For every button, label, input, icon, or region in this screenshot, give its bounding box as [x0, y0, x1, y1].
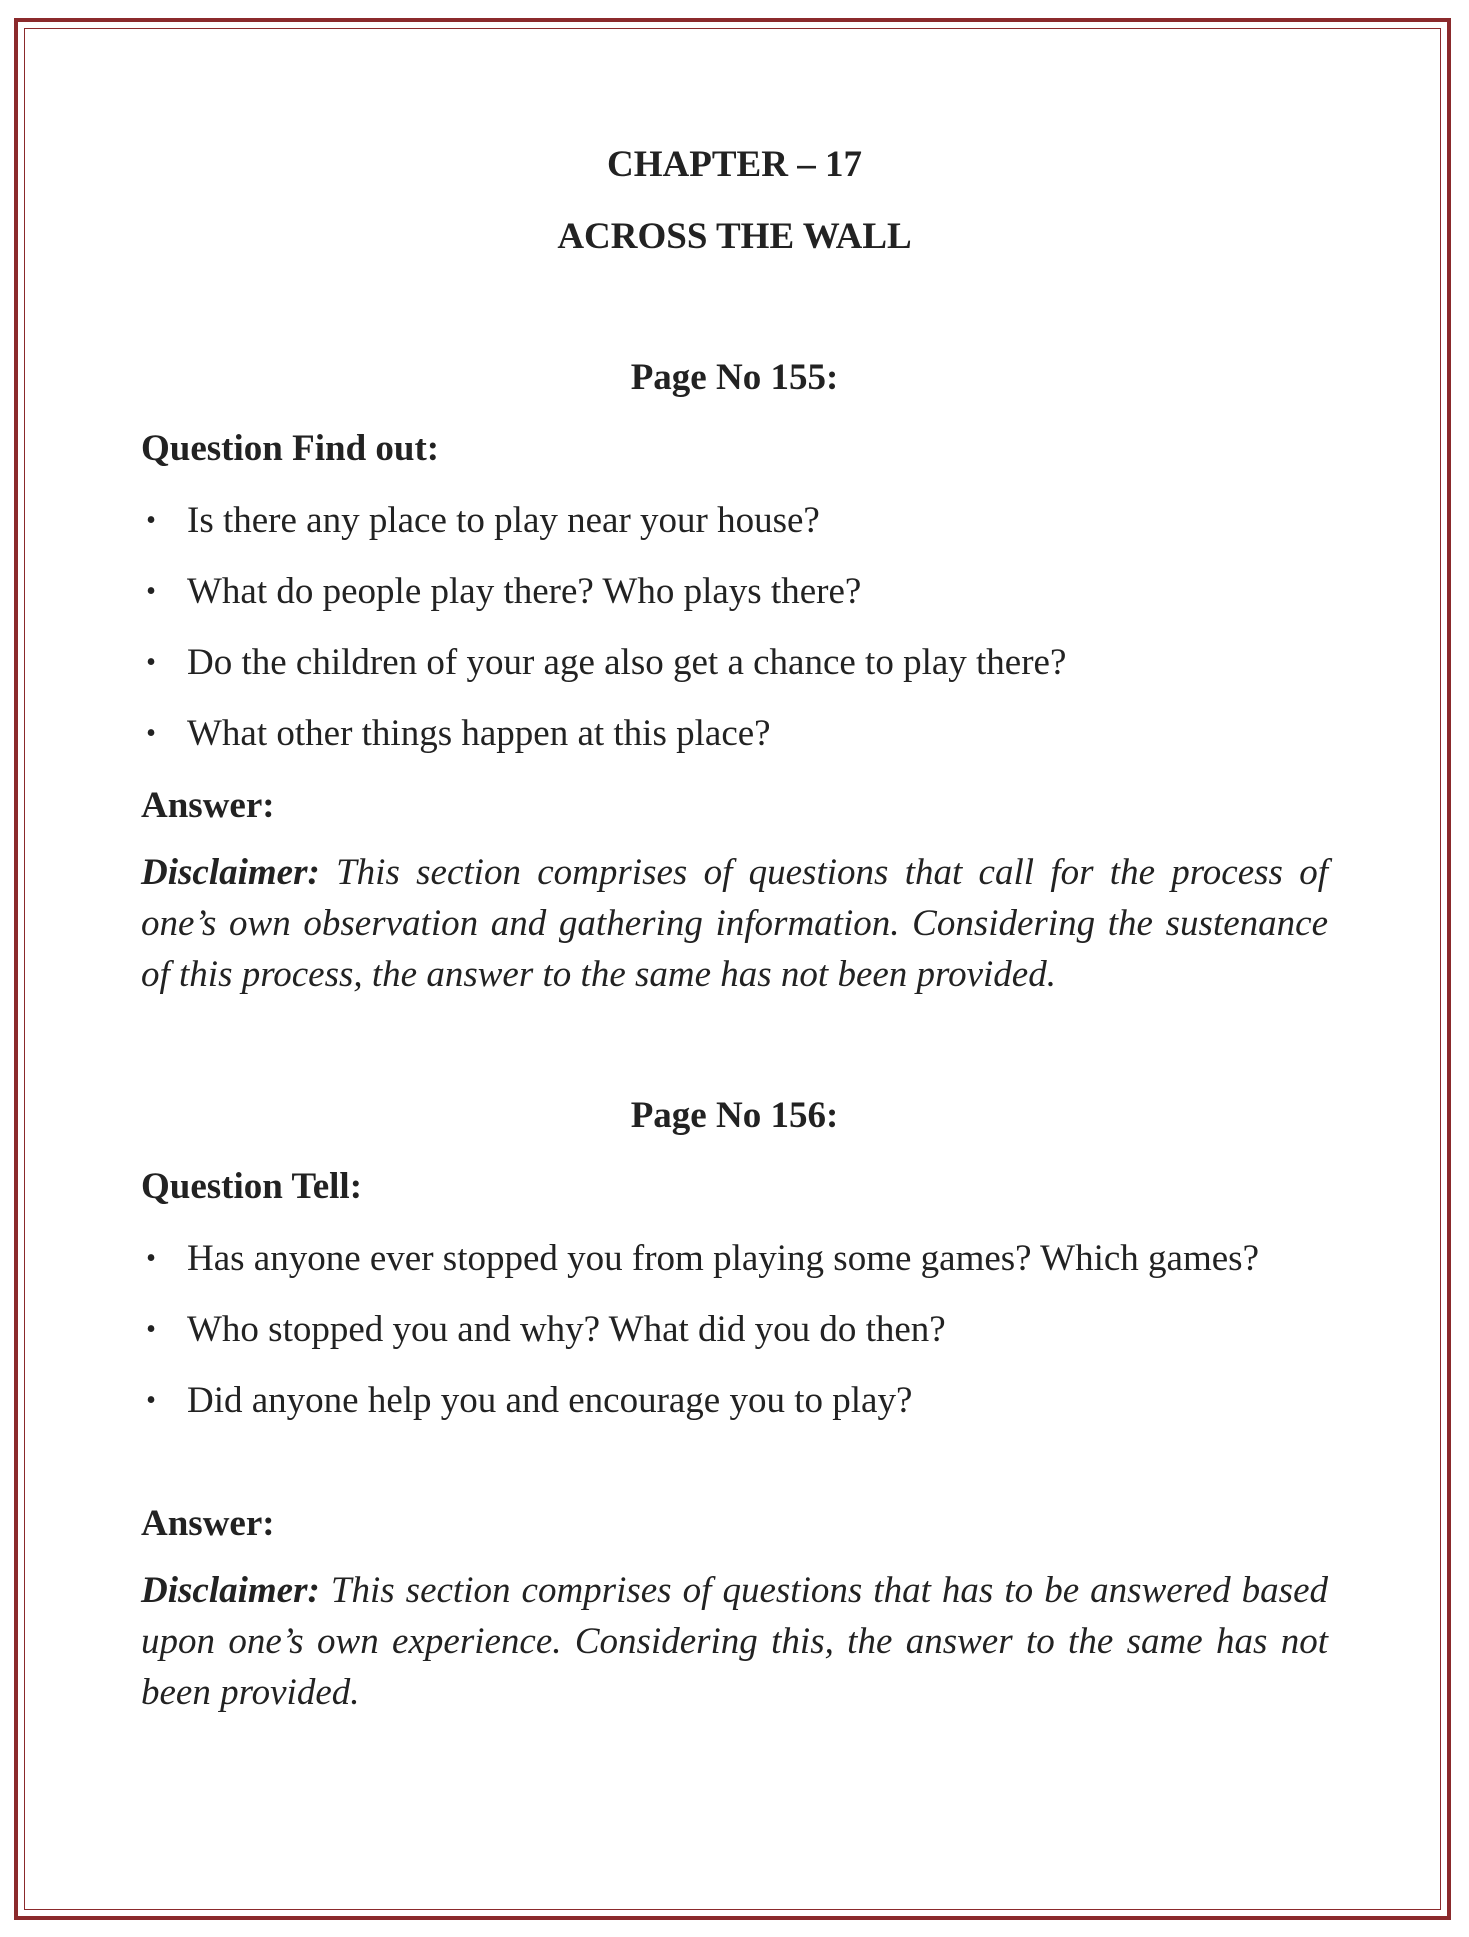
disclaimer-lead: Disclaimer:	[141, 852, 320, 893]
bullet-icon: •	[146, 576, 156, 607]
question-list	[141, 1233, 1328, 1426]
list-item-text: Has anyone ever stopped you from playing some games? Which games?	[187, 1238, 1260, 1279]
question-list	[141, 495, 1328, 759]
list-item	[141, 1375, 1328, 1426]
bullet-icon: •	[146, 718, 156, 749]
answer-label: Answer:	[141, 1503, 275, 1544]
list-item	[141, 495, 1328, 546]
list-item-text: What do people play there? Who plays there?	[187, 571, 862, 612]
list-item	[141, 1304, 1328, 1355]
list-item-text: Do the children of your age also get a chance to play there?	[187, 642, 1067, 683]
disclaimer-lead: Disclaimer:	[141, 1570, 320, 1611]
bullet-icon: •	[146, 505, 156, 536]
page-number-heading: Page No 156:	[630, 1095, 839, 1136]
list-item-text: Did anyone help you and encourage you to play?	[187, 1380, 913, 1421]
disclaimer-paragraph	[141, 1565, 1328, 1718]
disclaimer-text: This section comprises of questions that call for the process of one’s own observation and gathering information. Considering the sustenance of this process, the answer to the same has not been provided.	[141, 852, 1329, 995]
bullet-icon: •	[146, 1243, 156, 1274]
disclaimer-paragraph	[141, 847, 1328, 1000]
list-item	[141, 637, 1328, 688]
question-label: Question Find out:	[141, 428, 440, 469]
bullet-icon: •	[146, 1314, 156, 1345]
question-label: Question Tell:	[141, 1166, 363, 1207]
list-item-text: What other things happen at this place?	[187, 713, 771, 754]
bullet-icon: •	[146, 1385, 156, 1416]
list-item	[141, 708, 1328, 759]
page-number-heading: Page No 155:	[630, 357, 839, 398]
list-item	[141, 1233, 1328, 1284]
list-item-text: Who stopped you and why? What did you do then?	[187, 1309, 946, 1350]
list-item	[141, 566, 1328, 617]
bullet-icon: •	[146, 647, 156, 678]
disclaimer-text: This section comprises of questions that has to be answered based upon one’s own experience. Considering this, the answer to the same has not been provided.	[141, 1570, 1329, 1713]
list-item-text: Is there any place to play near your house?	[187, 500, 820, 541]
chapter-title: ACROSS THE WALL	[557, 216, 912, 257]
answer-label: Answer:	[141, 785, 275, 826]
chapter-number: CHAPTER – 17	[607, 144, 862, 185]
